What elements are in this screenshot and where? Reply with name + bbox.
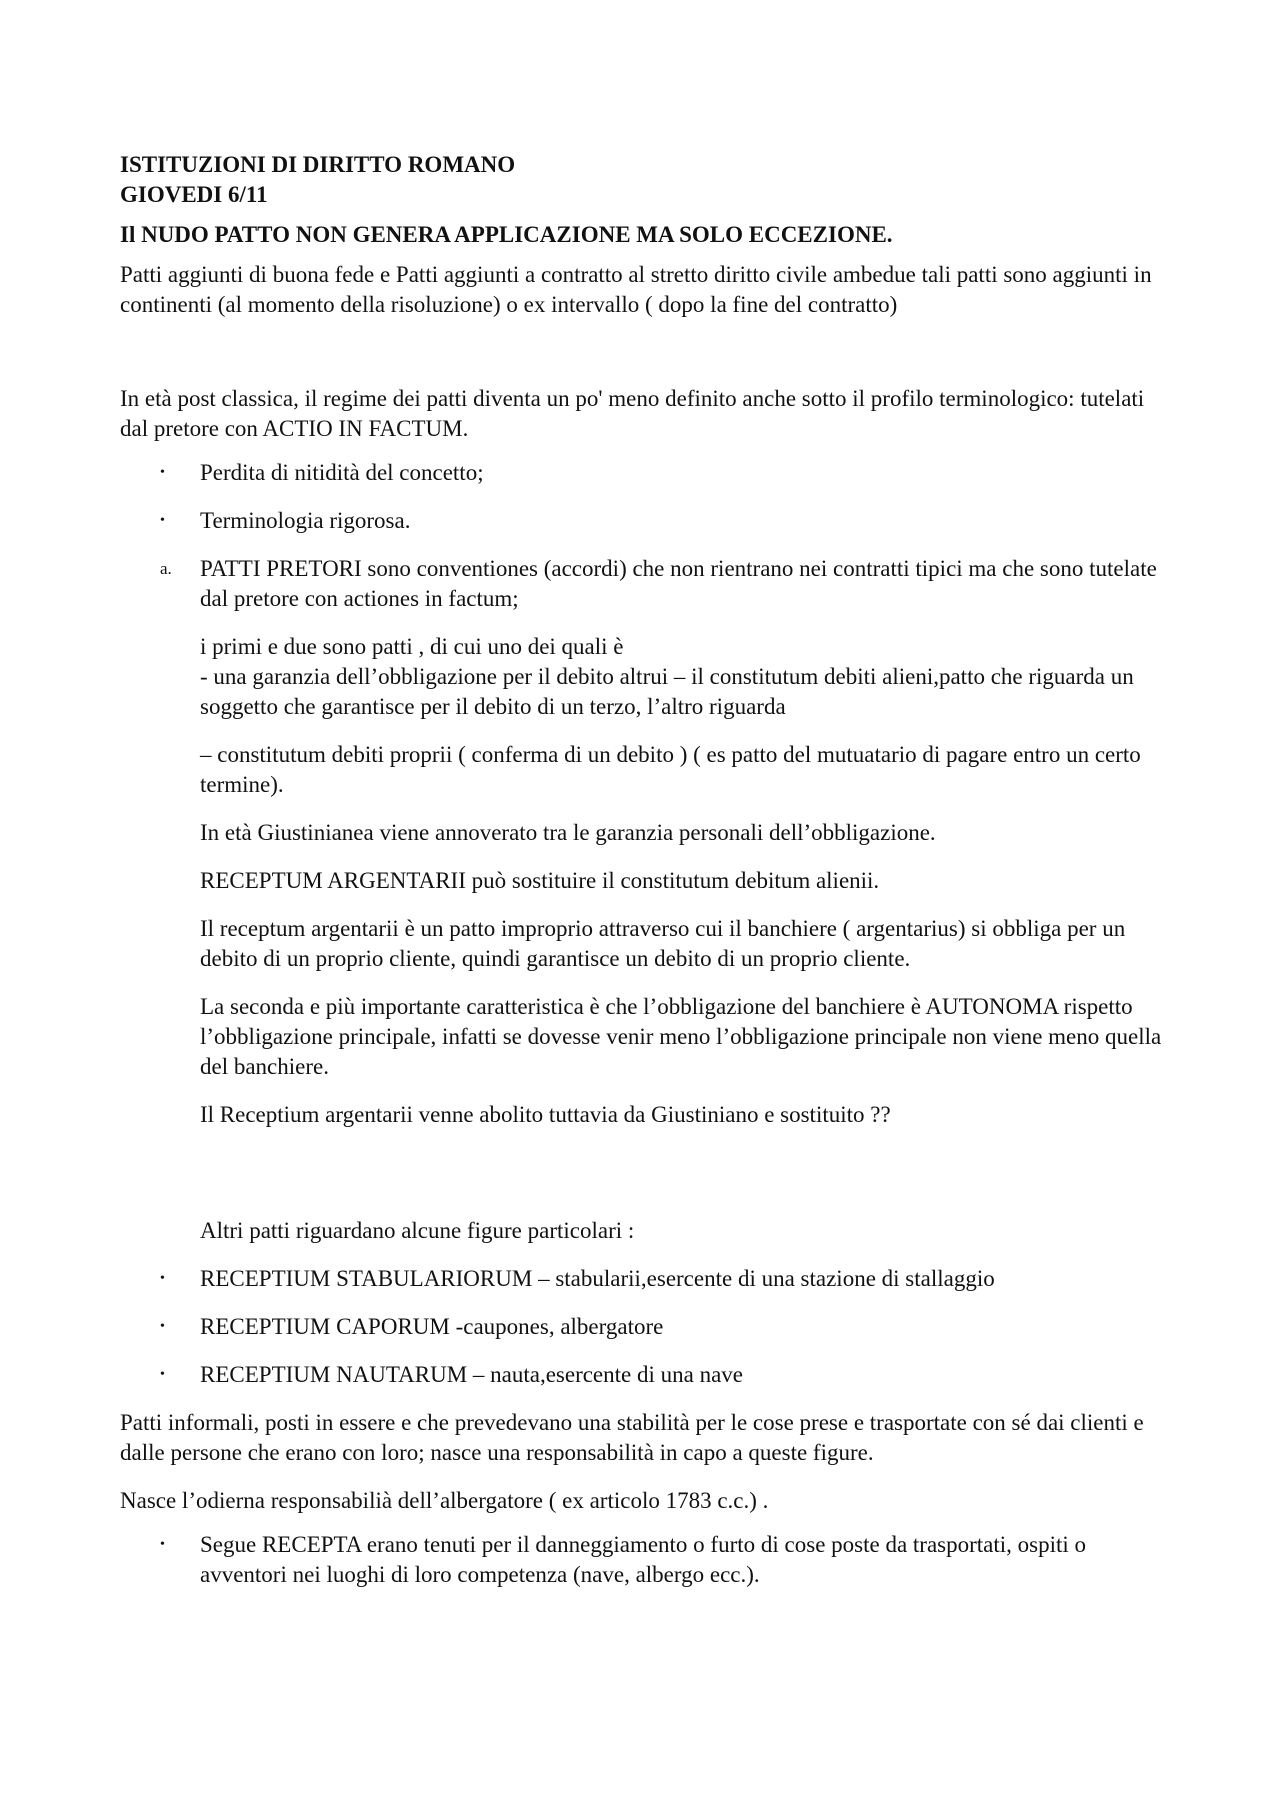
document-page [120, 150, 1170, 1608]
bullet-icon: • [160, 1537, 165, 1552]
list-item [120, 1312, 1170, 1342]
indented-paragraph: Il receptum argentarii è un patto improprio attraverso cui il banchiere ( argentarius) si obbliga per un debito di un proprio cliente, quindi garantisce un debito di un proprio cliente. [200, 916, 1126, 971]
indented-block [120, 632, 1170, 1246]
list-item [120, 1360, 1170, 1390]
indented-paragraph: La seconda e più importante caratteristica è che l’obbligazione del banchiere è AUTONOMA rispetto l’obbligazione principale, infatti se dovesse venir meno l’obbligazione principale non viene meno quella del banchiere. [200, 994, 1162, 1079]
paragraph-eta-post-classica: In età post classica, il regime dei patti diventa un po' meno definito anche sotto il profilo terminologico: tutelati dal pretore con ACTIO IN FACTUM. [120, 386, 1145, 441]
section-heading: Il NUDO PATTO NON GENERA APPLICAZIONE MA SOLO ECCEZIONE. [120, 222, 893, 247]
list-item-text: Perdita di nitidità del concetto; [200, 460, 484, 485]
bullet-icon: • [160, 513, 165, 528]
paragraph-patti-aggiunti: Patti aggiunti di buona fede e Patti aggiunti a contratto al stretto diritto civile ambedue tali patti sono aggiunti in continenti (al momento della risoluzione) o ex intervallo ( dopo la fine del contratto) [120, 262, 1152, 317]
indented-paragraph: – constitutum debiti proprii ( conferma di un debito ) ( es patto del mutuatario di pagare entro un certo termine). [200, 742, 1141, 797]
bullet-list-concetto [120, 458, 1170, 614]
bullet-icon: • [160, 465, 165, 480]
bullet-icon: • [160, 1271, 165, 1286]
bullet-list-recepta [120, 1530, 1170, 1590]
bullet-icon: • [160, 1319, 165, 1334]
indented-paragraph: In età Giustinianea viene annoverato tra le garanzia personali dell’obbligazione. [200, 820, 936, 845]
list-item-text: Segue RECEPTA erano tenuti per il danneggiamento o furto di cose poste da trasportati, ospiti o avventori nei luoghi di loro competenza (nave, albergo ecc.). [200, 1532, 1087, 1587]
list-item-text: RECEPTIUM CAPORUM -caupones, albergatore [200, 1314, 664, 1339]
indented-paragraph: - una garanzia dell’obbligazione per il debito altrui – il constitutum debiti alieni,patto che riguarda un soggetto che garantisce per il debito di un terzo, l’altro riguarda [200, 664, 1134, 719]
list-item-text: PATTI PRETORI sono conventiones (accordi) che non rientrano nei contratti tipici ma che sono tutelate dal pretore con actiones in factum; [200, 556, 1157, 611]
bullet-list-receptum [120, 1264, 1170, 1390]
paragraph-patti-informali: Patti informali, posti in essere e che prevedevano una stabilità per le cose prese e trasportate con sé dai clienti e dalle persone che erano con loro; nasce una responsabilità in capo a queste figure. [120, 1410, 1144, 1465]
indented-paragraph: Il Receptium argentarii venne abolito tuttavia da Giustiniano e sostituito ?? [200, 1102, 891, 1127]
indented-paragraph: Altri patti riguardano alcune figure particolari : [200, 1218, 635, 1243]
list-item-text: RECEPTIUM STABULARIORUM – stabularii,esercente di una stazione di stallaggio [200, 1266, 995, 1291]
list-item [120, 458, 1170, 488]
list-item-text: RECEPTIUM NAUTARUM – nauta,esercente di una nave [200, 1362, 744, 1387]
document-date: GIOVEDI 6/11 [120, 182, 268, 207]
bullet-icon: • [160, 1367, 165, 1382]
list-marker-a: a. [160, 559, 172, 578]
paragraph-responsabilita: Nasce l’odierna responsabilià dell’albergatore ( ex articolo 1783 c.c.) . [120, 1488, 769, 1513]
list-item [120, 506, 1170, 536]
indented-paragraph: i primi e due sono patti , di cui uno dei quali è [200, 634, 624, 659]
document-title: ISTITUZIONI DI DIRITTO ROMANO [120, 152, 516, 177]
list-item [120, 1530, 1170, 1590]
list-item-text: Terminologia rigorosa. [200, 508, 411, 533]
list-item [120, 1264, 1170, 1294]
list-item-patti-pretori [120, 554, 1170, 614]
indented-paragraph: RECEPTUM ARGENTARII può sostituire il constitutum debitum alienii. [200, 868, 880, 893]
